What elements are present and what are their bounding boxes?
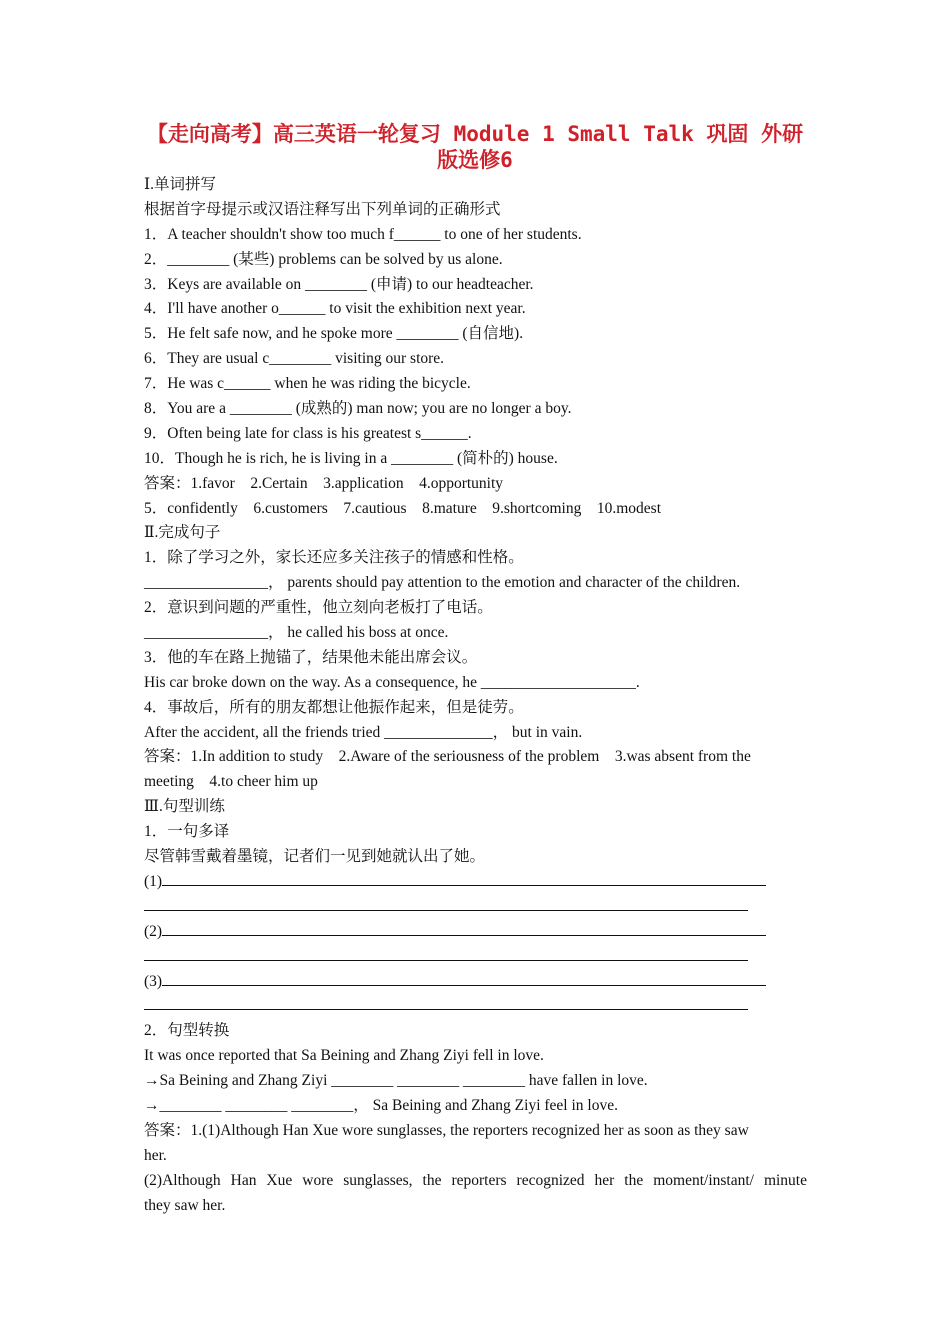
question-1-10: 10．Though he is rich, he is living in a ________ (简朴的) house. xyxy=(144,449,558,467)
answer-1-line-1: 答案：1.favor 2.Certain 3.application 4.opportunity xyxy=(144,474,504,492)
section-1-heading: Ⅰ.单词拼写 xyxy=(144,176,216,193)
translation-1-marker: (1) xyxy=(144,872,163,890)
translation-3-blank xyxy=(162,984,766,986)
translation-3-blank-2 xyxy=(144,1008,748,1010)
transform-line-2: →________ ________ ________， Sa Beining and Zhang Ziyi feel in love. xyxy=(144,1096,618,1114)
question-2-4-en: After the accident, all the friends tried ______________， but in vain. xyxy=(144,723,583,741)
transform-line-1: →Sa Beining and Zhang Ziyi ________ ________ ________ have fallen in love. xyxy=(144,1072,648,1090)
question-2-2-en: ________________， he called his boss at once. xyxy=(144,624,449,642)
answer-3-2b: they saw her. xyxy=(144,1196,226,1214)
question-1-3: 3．Keys are available on ________ (申请) to our headteacher. xyxy=(144,275,534,293)
translation-1-blank-2 xyxy=(144,909,748,911)
question-2-3-en: His car broke down on the way. As a consequence, he ____________________. xyxy=(144,673,640,691)
question-2-4-cn: 4．事故后，所有的朋友都想让他振作起来，但是徒劳。 xyxy=(144,698,524,716)
document-body xyxy=(144,173,807,1218)
question-1-5: 5．He felt safe now, and he spoke more ________ (自信地). xyxy=(144,325,524,343)
answer-3-1a: 答案：1.(1)Although Han Xue wore sunglasses, the reporters recognized her as soon as they saw xyxy=(144,1121,749,1139)
translation-2-line xyxy=(144,920,807,945)
answer-1-line-2: 5．confidently 6.customers 7.cautious 8.mature 9.shortcoming 10.modest xyxy=(144,499,662,517)
answer-3-1b: her. xyxy=(144,1146,167,1164)
translation-1-blank xyxy=(162,884,766,886)
answer-3-2a: (2)Although Han Xue wore sunglasses, the reporters recognized her the moment/instant/ minute xyxy=(144,1171,807,1189)
section-1-instruction: 根据首字母提示或汉语注释写出下列单词的正确形式 xyxy=(144,200,501,218)
section-3-sub-1-prompt: 尽管韩雪戴着墨镜，记者们一见到她就认出了她。 xyxy=(144,848,486,866)
translation-2-continuation xyxy=(144,945,807,970)
question-1-7: 7．He was c______ when he was riding the bicycle. xyxy=(144,375,471,393)
translation-2-marker: (2) xyxy=(144,922,163,940)
translation-1-continuation xyxy=(144,895,807,920)
section-2-heading: Ⅱ.完成句子 xyxy=(144,524,221,542)
section-3-sub-2: 2．句型转换 xyxy=(144,1022,230,1040)
question-1-1: 1．A teacher shouldn't show too much f______ to one of her students. xyxy=(144,225,582,243)
translation-3-line xyxy=(144,970,807,995)
title-line-2: 版选修6 xyxy=(437,148,513,172)
question-2-1-cn: 1．除了学习之外，家长还应多关注孩子的情感和性格。 xyxy=(144,549,524,567)
translation-3-continuation xyxy=(144,994,807,1019)
section-3-heading: Ⅲ.句型训练 xyxy=(144,798,225,816)
question-1-9: 9．Often being late for class is his greatest s______. xyxy=(144,424,472,442)
document-title xyxy=(100,121,850,173)
translation-3-marker: (3) xyxy=(144,972,163,990)
question-1-6: 6．They are usual c________ visiting our store. xyxy=(144,350,445,368)
section-3-sub-2-prompt: It was once reported that Sa Beining and Zhang Ziyi fell in love. xyxy=(144,1047,544,1065)
section-3-sub-1: 1．一句多译 xyxy=(144,823,230,841)
question-2-3-cn: 3．他的车在路上抛锚了，结果他未能出席会议。 xyxy=(144,648,478,666)
answer-2-line-2: meeting 4.to cheer him up xyxy=(144,773,318,791)
translation-2-blank-2 xyxy=(144,959,748,961)
question-2-1-en: ________________， parents should pay attention to the emotion and character of the children. xyxy=(144,574,741,592)
translation-1-line xyxy=(144,870,807,895)
question-1-4: 4．I'll have another o______ to visit the exhibition next year. xyxy=(144,300,526,318)
title-line-1: 【走向高考】高三英语一轮复习 Module 1 Small Talk 巩固 外研 xyxy=(146,122,804,146)
answer-2-line-1: 答案：1.In addition to study 2.Aware of the seriousness of the problem 3.was absent from the xyxy=(144,748,751,766)
question-2-2-cn: 2．意识到问题的严重性，他立刻向老板打了电话。 xyxy=(144,599,493,617)
question-1-2: 2．________ (某些) problems can be solved by us alone. xyxy=(144,250,503,268)
question-1-8: 8．You are a ________ (成熟的) man now; you are no longer a boy. xyxy=(144,400,572,418)
translation-2-blank xyxy=(162,934,766,936)
